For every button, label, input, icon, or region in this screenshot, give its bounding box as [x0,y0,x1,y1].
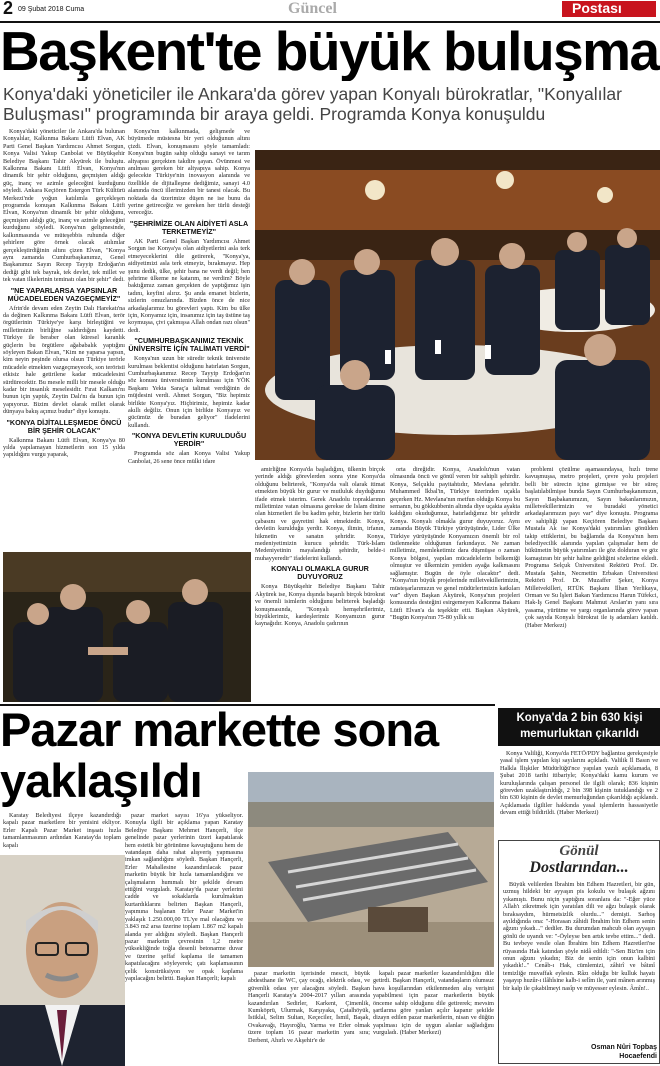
story1-col5-p1: problemi çözülme aşamasındaysa, hızlı trene kavuşmuşsa, metro projeleri, çevre yolu projeleri belli bir sürecin içine girmişse ve bir süreç başlatılabilmişse bunda Sayın Cumhurbaşkanımızın, Sayın Başbakanımızın, Sayın bakanlarımızın, milletvekillerimizin ve buradaki yönetici arkadaşlarımızın payı var" diye konuştu. Programa ev sahipliği yapan Keçiören Belediye Başkanı Mustafa Ak ise Konya'daki yatırımları gönülden takip ettiklerini, bu bağlamda da Konya'nın hem belediyecilik alanında yapılan çalışmalar hem de hükümetin büyük yatırımları ile göz dolduran ve göz kamaştıran bir şehir haline geldiğini sözlerine ekledi. Programa Selçuk Üniversitesi Rektörü Prof. Dr. Mustafa Şahin, Necmettin Erbakan Üniversitesi Rektörü Prof. Dr. Muzaffer Şeker, Konya Milletvekilleri, RTÜK Başkanı İlhan Yerlikaya, Orman ve Su İşleri Bakan Yardımcısı Harun Tüfekci, Hak-İş Genel Başkanı Mahmut Arslan'ın yanı sıra yasama, yürütme ve yargı organlarında görev yapan çok sayıda Konyalı bürokrat ile iş adamları katıldı. (Haber Merkezi) [525,466,658,629]
story3-body [500,750,658,836]
story2-col4 [373,970,494,1066]
photo-banquet [255,150,660,460]
headline-pazar-line2: yaklaşıldı [0,754,202,807]
story1-col3-p2: Konya Büyükşehir Belediye Başkanı Tahir Akyürek ise, Konya dışında başarılı birçok bürokrat ve önemli isimlerin olduğunu belirterek başladığı konuşmasında, "Konyalı hemşehrilerimiz, büyüklerimiz, kardeşlerimiz Konyamızın gurur kaynağıdır. Konya, Anadolu çadırının [255,583,385,628]
column-title-1: Gönül [559,843,599,859]
subhead-2: "KONYA DİJİTALLEŞMEDE ÖNCÜ BİR ŞEHİR OLACAK" [6,417,122,435]
photo-banquet-art [255,150,660,460]
subhead-1: "NE YAPARLARSA YAPSINLAR MÜCADELEDEN VAZGEÇMEYİZ" [7,285,121,303]
photo-mayor-art [0,855,125,1066]
story1-col2-p1: Konya'nın kalkınmada, gelişmede ve büyümede müstesna bir yeri olduğunun altını çizdi. Elvan, konuşmasını şöyle tamamladı: Konya'nın bugün sahip olduğu sanayi ve tarım altyapısı gerçekten takdire şayan. Övünmesi ve anılması gereken bir altyapıya sahip. Konya gelecekte Türkiye'nin inovasyon alanında ve özellikle de dijitalleşme dediğimiz, sanayi 4.0 alanında öncü illerimizden bir tanesi olacak. Bu noktada da üzerimize düşen ne ise bunu da yerine getireceğiz ve gereken her türlü desteği vereceğiz. [128,128,250,217]
column-author-title: Hocaefendi [619,1053,657,1060]
page-date: 09 Şubat 2018 Cuma [18,6,85,13]
story1-col5 [525,466,658,701]
column-box [498,840,660,1064]
story2-col3-p: pazar marketin içerisinde mescit, büyük abdesthane ile WC, çay ocağı, elektrik odası, ve güvenlik odası yer alacağını söyledi. Başkan Hançerli Karatay'a 2004-2017 yılları arasında kazandırılan Sedirler, Karkent, Çimenlik, Kumköprü, Ulurmak, Karşıyaka, Çatalhöyük, İstiklal, Selim Sultan, Keçeciler, İsmil, Başak, Ovakavağı, Hayıroğlu, Yarma ve Erler olmak üzere toplam 16 pazar marketin yanı sıra; Derbent, Ahırlı ve Akşehir'e de [248,970,370,1044]
story1-col3 [255,466,385,701]
photo-construction-art [248,772,494,967]
photo-handshake-art [3,552,251,702]
story1-col3-p1: amirliğine Konya'da başladığını, ülkenin birçok yerinde aldığı görevlerden sonra yine Konya'da olduğunu belirterek, "Konya'da vali olarak itimat etmekten büyük bir gurur ve mutluluk duyduğumu ifade etmek isterim. Gerek Anadolu topraklarının milletimize vatan olmasına gerekse de İslam dinine olan hizmetleri ile bu kadim şehir, bizlerin her türlü çabasını ve gayretini hak etmektedir. Konya, devletin kurulduğu yerdir. Konya, ilimin, irfanın, hikmetin ve sanatın şehridir. Konya, medeniyetimizin kurucu şehridir. Türk-İslam Medeniyetinin mayalandığı şehirdir, belde-i muhayyeredir" ifadelerini kullandı. [255,466,385,562]
story2-col1-p: Karatay Belediyesi ilçeye kazandırdığı kapalı pazar marketlere bir yenisini ekliyor. Erler Kapalı Pazar Market inşaatı hızla tamamlanmasının ardından Karatay'da toplam kapalı [3,812,121,849]
story1-col4 [390,466,520,701]
story2-col3 [248,970,370,1066]
logo-text: Postası [572,0,622,16]
story2-col1 [3,812,121,852]
story1-col1-intro: Konya'daki yöneticiler ile Ankara'da bulunan Konyalılar, Kalkınma Bakanı Lütfi Elvan, AK Parti Genel Başkan Yardımcısı Ahmet Sorgun, Konya Valisi Yakup Canbolat ve Büyükşehir Belediye Başkanı Tahir Akyürek ile buluştu. Kalkınma Bakanı Lütfi Elvan, Konya'nın dinamik bir şehir olduğunu, geçmişten aldığı güç, inanç ve azimle geleceğini kurduğunu söyledi. Ankara Keçiören Estergon Türk Kültürü Merkezi'nde yoğun katılımla gerçekleşen programda konuşan Kalkınma Bakanı Lütfi Elvan, Konya'nın dinamik bir şehir olduğunu, geçmişten aldığı güç, inanç ve azimle geleceğini kurduğunu söyledi. Konya'nın gelişmesinde, kalkınmasında ve müteşebbis ruhunda diğer şehirlere göre örnek olacak atılımlar gerçekleştirdiğinin altını çizen Elvan, "Konya aynı zamanda Cumhurbaşkanımız, Genel Başkanımız Sayın Recep Tayyip Erdoğan'ın dediği gibi tek bayrak, tek devlet, tek millet ve tek vatan ilkelerinin teminatı olan bir şehir" dedi. [3,128,125,284]
subhead-4: "CUMHURBAŞKANIMIZ TEKNİK ÜNİVERSİTE İÇİN TALİMATI VERDİ" [128,336,250,354]
photo-handshake [3,552,251,702]
story1-col2-p4: Programda söz alan Konya Valisi Yakup Canbolat, 26 sene önce mülki idare [128,450,250,465]
story3-body-p: Konya Valiliği, Konya'da FETÖ/PDY bağlantısı gerekçesiyle yasal işlem yapılan kişi sayılarını açıkladı. Valilik İl Basın ve Halkla İlişkiler Müdürlüğü'nce yapılan yazılı açıklamada, 8 Şubat 2018 tarihi itibariyle; Konya'daki kamu kurum ve kuruluşlarında çalışan personel ile ilgili olarak; 836 kişinin görevden uzaklaştırıldığı, 2 bin 398 kişinin tutuklandığı ve 2 bin 630 kişinin de devlet memurluğundan çıkarıldığı açıklandı. Açıklamada ilgililer hakkında yasal işlemlerin hassasiyetle devam ettiği bildirildi. (Haber Merkezi) [500,750,658,817]
page-header [0,0,660,20]
story2-col4-p: kapalı pazar marketler kazandırıldığını dile getirdi. Başkan Hançerli, vatandaşların olumsuz hava koşullarından etkilenmeden alış verişini yapabilmesi için pazar marketlerin büyük önceme sahip olduğunu dile getirerek; mevsim şartlarına göre yanları açılır kapanır şekilde dizayn edilen pazar marketlerin, nisan ve düğün yapılması için de uygun alanlar sağladığını vurguladı. (Haber Merkezi) [373,970,494,1037]
story1-col2 [128,128,250,590]
logo [562,1,656,17]
subhead-3: "ŞEHRİMİZE OLAN AİDİYETİ ASLA TERKETMEYİZ" [129,218,249,236]
page-number: 2 [3,0,14,18]
column-title-2: Dostlarından... [529,859,629,876]
deck-baskent: Konya'daki yöneticiler ile Ankara'da görev yapan Konyalı bürokratlar, "Konyalılar Buluşması" programında bir araya geldi. Programda Konya konuşuldu [3,84,622,124]
subhead-5: "KONYA DEVLETİN KURULDUĞU YERDİR" [131,431,247,449]
column-body [503,881,655,1046]
photo-construction [248,772,494,967]
story2-col2-p: pazar market sayısı 16'ya yükseliyor. Konuyla ilgili bir açıklama yapan Karatay Belediye Başkanı Mehmet Hançerli, ilçe genelinde pazar yerlerinin üzeri kapatılarak hem estetik bir görünüme kavuştuğunu hem de vatandaşın daha rahat alışveriş yapmasına imkan sağlandığını söyledi. Başkan Hançerli, Erler Mahallesine kazandırılacak pazar marketin büyük bir hızla tamamlandığını ve çalışmaların hummalı bir şekilde devam ettiğini vurguladı. Karatay'da pazar yerlerini cadde ve sokaklarda kurulmaktan kurtardıklarını belirten Başkan Hançerli, yapımına başlanan Erler Pazar Market'in yaklaşık 1.250.000,00 TL'ye mal olacağını ve 3.843 m2 arsa üzerine toplam 1.867 m2 kapalı alanda yer aldığını söyledi. Başkan Hançerli pazar marketin çevresinin 1,2 metre yüksekliğinde toğla desenli betonarme duvar ve üzerine şeffaf kaplama ile tamamen kapatılacağını söyleyerek; çatı kaplamasının çelik konstrüksiyon ve opak kaplama yapılacağını belirtti. Başkan Hançerli; kapalı [125,812,243,982]
story1-col1-p2: Afrin'de devam eden Zeytin Dalı Harekatı'na da değinen Kalkınma Bakanı Lütfi Elvan, terör örgütlerinin Türkiye'ye karşı birleştiğini ve milletimizin birliğine saldırdığını kaydetti. Türkiye ile beraber olan küresel karanlık güçlerin bu örgütlere ağababalık yaptığını söyleyen Bakan Elvan, "Kim ne yaparsa yapsın, kim neyin peşinde olursa olsun Türkiye terörle mücadele etmekten vazgeçmeyecek, son teröristi etkisiz hale getirilene kadar mücadelesini sürdürecektir. Bu mesele milli bir mesele olduğu kadar bir insanlık meselesidir. Fırat Kalkanı'nı bunun için yaptık, Zeytin Dalı'nı da bunun için yapıyoruz. Bizim devlet olarak millet olarak dünyaya bakış açımız budur" diye konuştu. [3,304,125,416]
photo-mayor [0,855,125,1066]
story1-col1 [3,128,125,548]
column-author: Osman Nûri Topbaş [591,1044,657,1051]
story2-col2 [125,812,243,1066]
story1-col4-p1: orta direğidir. Konya, Anadolu'nun vatan olmasında öncü ve gönül veren bir sahipli şehirdir. Konya, Selçuklu payitahtıdır, Mevlana şehridir. Muhammed İkbal'in, Türkiye üzerinden uçakla geçerken Hz. Mevlana'nın metfun olduğu Konya bu semanın, bu gökkubbenin altında diye uçakta ayakta kaldığını okuduğumuz, hatırladığımız bir şehirdir Konya. Konyalı olmakla gurur duyuyoruz. Aynı zamanda Büyük Türkiye yürüyüşünde, Lider Ülke Türkiye yürüyüşünde Konyamızın önemli bir rol üstlenmekte olduğunun farkındayız. Ne zaman milletimiz, memleketimiz dara düşmüşse o zaman Konya bölgesi, yapılan mücadelelerin belkemiği olmuştur ve ülkemizin yeniden ayağa kalkmasını sağlamıştır. Bugün de öyle olacaktır" dedi. "Konya'nın büyük projelerinde milletvekillerimizin, müsteşarlarımızın ve genel müdürlerimizin katkıları var" diyen Başkan Akyürek, Konya'nın projeleri konusunda desteğini esirgemeyen Kalkınma Bakanı Lütfi Elvan'a da teşekkür etti. Başkan Akyürek, "Bugün Konya'nın 75-80 yıllık su [390,466,520,622]
story1-col2-p3: Konya'nın uzun bir süredir teknik üniversite kurulması beklentisi olduğunu hatırlatan Sorgun, Cumhurbaşkanımız Recep Tayyip Erdoğan'ın söz konusu üniversitenin kurulması için YÖK Başkanı Yekta Saraç'a talimat verdiğinin de müjdesini verdi. Ahmet Sorgun, "Biz hepimiz birlikte Konya'yız. Hiçbirimiz, hepimiz kadar akıllı değiliz. Onun için birlikte Konyayız ve gücümüz de buradan geliyor" ifadelerini kullandı. [128,355,250,429]
headline-baskent: Başkent'te büyük buluşma [0,21,659,81]
subhead-6: KONYALI OLMAKLA GURUR DUYUYORUZ [271,564,369,582]
story1-col2-p2: AK Parti Genel Başkan Yardımcısı Ahmet Sorgun ise Konya'ya olan aidiyetlerini asla terk etmeyeceklerini dile getirerek, "Konya'ya, aidiyetimizi asla terk etmeyiz, bırakmayız. Hep şunu dedik, ülke, şehir bana ne verdi değil; ben şehrime ülkeme ne katarım, ne verdim? Böyle baktığımız zaman gerçekten de yaptığımız işin tadını, keyfini alırız. Şu anda emanet bizlerin, sizlerin omuzlarında. Bizden önce de nice arkadaşlarımız bu görevleri yaptı. Kim bu ülke için, Konyamız için, insanımız için taş üstüne taş koymuşsa, çivi çakmışsa Allah ondan razı olsun" dedi. [128,237,250,334]
story3-headline: Konya'da 2 bin 630 kişi memurluktan çıkarıldı [516,712,643,740]
story3-header-box [498,708,660,746]
section-name: Güncel [288,0,337,17]
headline-pazar-line1: Pazar markette sona [0,704,439,756]
column-body-p: Büyük velilerden İbrahim bin Edhem Hazretleri, bir gün, uzmuş hildeki bir ayyaşın pis kokulu ve bulaşık ağzını yıkamıştı. Bunu niçin yaptığını soranlara da: "-Eğer yüce Allah'ı zikretmek için yaratılan dili ve ağzı bulaşık olarak bıraksaydım, hürmetsizlik olurdu..." demişti. Sarhoş ayıldığında ona: "-Horasan zâhidi İbrahim bin Edhem senin ağzını yıkadı..." dediler. Bu durumdan mahcub olan ayyaşın gönlü de uyandı ve: "-Öyleyse ben artık tevbe ettim..." dedi. Bu tevbeye vesile olan İbrahim bin Edhem Hazretleri'ne rüyasında Hak katından şöyle nidâ edildi: "-Sen Biz'im için onun ağzını yıkadın; Biz de senin için onun kalbini yıkadık!.." Cenâb-ı Hak, cümlemizi, zâhirî ve bâtınî temizliğe muvaffak eylesin. Râzı olduğu bir kulluk hayatı yaşayıp huzûr-ı ilâhîsine kalb-i selîm ile, yani mânen arınmış bir kalp ile çıkabilmeyi nasîp ve müyesser eylesin. Âmîn!.. [503,881,655,992]
story1-col1-p3: Kalkınma Bakanı Lütfi Elvan, Konya'ya 80 yılda yapılamayan hizmetlerin son 15 yılda yapıldığını vurgu yaparak, [3,436,125,459]
